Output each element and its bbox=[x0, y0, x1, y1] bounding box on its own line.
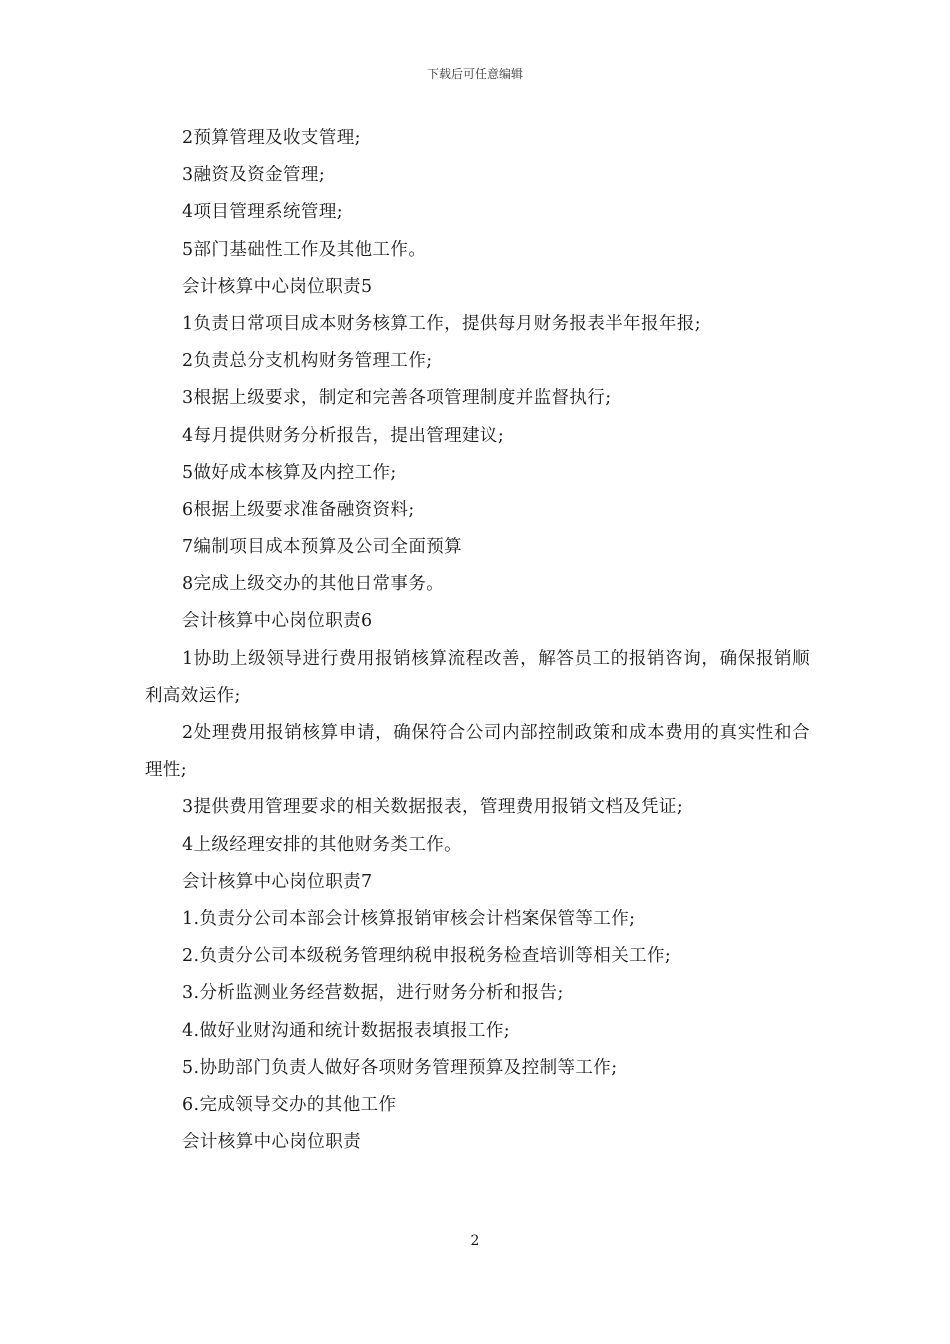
list-item: 6根据上级要求准备融资资料; bbox=[182, 499, 415, 520]
list-item: 1.负责分公司本部会计核算报销审核会计档案保管等工作; bbox=[182, 909, 636, 929]
list-item: 6.完成领导交办的其他工作 bbox=[182, 1094, 397, 1115]
list-item: 8完成上级交办的其他日常事务。 bbox=[182, 574, 445, 595]
list-item: 2预算管理及收支管理; bbox=[182, 128, 361, 148]
section-heading: 会计核算中心岗位职责6 bbox=[182, 611, 373, 632]
list-item: 4上级经理安排的其他财务类工作。 bbox=[182, 834, 463, 855]
list-item: 5做好成本核算及内控工作; bbox=[182, 462, 397, 483]
document-body bbox=[145, 120, 810, 1161]
section-heading: 会计核算中心岗位职责 bbox=[182, 1132, 361, 1153]
section-heading: 会计核算中心岗位职责5 bbox=[182, 276, 373, 297]
list-item: 3根据上级要求，制定和完善各项管理制度并监督执行; bbox=[182, 388, 612, 409]
list-item: 2负责总分支机构财务管理工作; bbox=[182, 351, 433, 372]
list-item: 3提供费用管理要求的相关数据报表，管理费用报销文档及凭证; bbox=[182, 797, 684, 818]
page-header: 下载后可任意编辑 bbox=[426, 67, 523, 81]
section-heading: 会计核算中心岗位职责7 bbox=[182, 871, 373, 892]
list-item: 7编制项目成本预算及公司全面预算 bbox=[182, 537, 463, 558]
list-item: 1负责日常项目成本财务核算工作，提供每月财务报表半年报年报; bbox=[182, 313, 702, 334]
list-item: 2.负责分公司本级税务管理纳税申报税务检查培训等相关工作; bbox=[182, 946, 672, 967]
list-item: 4.做好业财沟通和统计数据报表填报工作; bbox=[182, 1020, 511, 1041]
list-item: 4每月提供财务分析报告，提出管理建议; bbox=[182, 425, 505, 446]
list-item: 1协助上级领导进行费用报销核算流程改善，解答员工的报销咨询，确保报销顺利高效运作; bbox=[145, 648, 810, 706]
list-item: 4项目管理系统管理; bbox=[182, 202, 344, 223]
list-item: 3融资及资金管理; bbox=[182, 165, 326, 186]
list-item: 5部门基础性工作及其他工作。 bbox=[182, 239, 427, 260]
list-item: 5.协助部门负责人做好各项财务管理预算及控制等工作; bbox=[182, 1057, 618, 1078]
list-item: 3.分析监测业务经营数据，进行财务分析和报告; bbox=[182, 983, 564, 1004]
page-number: 2 bbox=[470, 1233, 480, 1249]
list-item: 2处理费用报销核算申请，确保符合公司内部控制政策和成本费用的真实性和合理性; bbox=[145, 723, 810, 781]
